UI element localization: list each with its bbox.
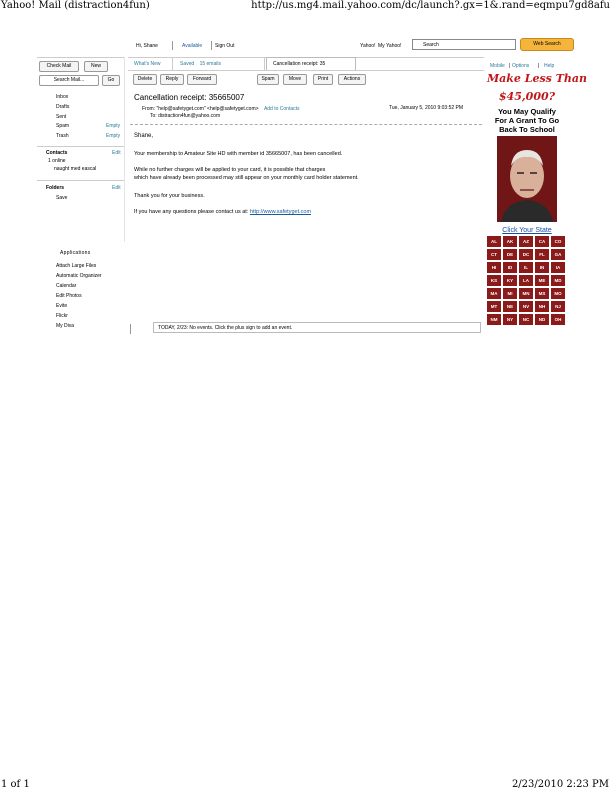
status-link[interactable]: Available: [182, 43, 203, 49]
to-row: [150, 113, 220, 119]
state-button[interactable]: ME: [535, 275, 549, 286]
state-button[interactable]: MS: [535, 288, 549, 299]
print-page-count: 1 of 1: [1, 779, 30, 790]
app-flickr[interactable]: Flickr: [56, 313, 68, 319]
go-button[interactable]: Go: [102, 75, 120, 86]
folder-trash[interactable]: Trash: [56, 133, 69, 139]
tab-saved[interactable]: [180, 61, 221, 67]
ad-line1: You May Qualify: [498, 107, 556, 116]
message-para1: Your membership to Amateur Site HD with member id 35665007, has been cancelled.: [134, 151, 343, 157]
state-button[interactable]: AK: [503, 236, 517, 247]
state-button[interactable]: NV: [519, 301, 533, 312]
web-search-button[interactable]: Web Search: [520, 38, 574, 51]
state-button[interactable]: DE: [503, 249, 517, 260]
empty-spam-link[interactable]: Empty: [106, 123, 121, 129]
message-para3: Thank you for your business.: [134, 193, 205, 199]
actions-button[interactable]: Actions: [338, 74, 366, 85]
state-button[interactable]: IA: [551, 262, 565, 273]
to-label: To:: [150, 113, 157, 119]
add-to-contacts-link[interactable]: Add to Contacts: [263, 106, 300, 112]
app-attach-large-files[interactable]: Attach Large Files: [56, 263, 97, 269]
state-button[interactable]: NH: [535, 301, 549, 312]
message-para2-line2: which have already been processed may still appear on your monthly card holder statement.: [134, 175, 359, 181]
state-button[interactable]: LA: [519, 275, 533, 286]
folder-sent[interactable]: Sent: [56, 114, 67, 120]
app-my-diva[interactable]: My Diva: [56, 323, 75, 329]
new-button[interactable]: New: [84, 61, 108, 72]
print-datetime: 2/23/2010 2:23 PM: [511, 779, 609, 790]
app-evite[interactable]: Evite: [56, 303, 68, 309]
ad-photo: [497, 136, 557, 222]
options-link[interactable]: Options: [512, 63, 530, 69]
empty-trash-link[interactable]: Empty: [106, 133, 121, 139]
today-bar[interactable]: [153, 322, 481, 333]
my-yahoo-link[interactable]: My Yahoo!: [378, 43, 402, 49]
mobile-link[interactable]: Mobile: [490, 63, 505, 69]
state-button[interactable]: MN: [519, 288, 533, 299]
message-subject: Cancellation receipt: 35665007: [134, 93, 245, 102]
state-grid[interactable]: [487, 236, 567, 325]
state-button[interactable]: GA: [551, 249, 565, 260]
state-button[interactable]: NJ: [551, 301, 565, 312]
state-button[interactable]: IN: [535, 262, 549, 273]
state-button[interactable]: MT: [487, 301, 501, 312]
app-automatic-organizer[interactable]: Automatic Organizer: [56, 273, 102, 279]
ad-click-state[interactable]: Click Your State: [502, 227, 552, 234]
ad-line2: For A Grant To Go: [494, 116, 560, 125]
sign-out-link[interactable]: Sign Out: [215, 43, 235, 49]
state-button[interactable]: ID: [503, 262, 517, 273]
contact-item[interactable]: naught med eascal: [54, 166, 97, 172]
state-button[interactable]: AL: [487, 236, 501, 247]
ad-amount: $45,000?: [498, 90, 556, 103]
message-salutation: Shane,: [134, 133, 154, 139]
contacts-edit-link[interactable]: Edit: [112, 150, 121, 156]
folder-spam[interactable]: Spam: [56, 123, 70, 129]
state-button[interactable]: NC: [519, 314, 533, 325]
folders-heading[interactable]: Folders: [46, 185, 65, 191]
folders-edit-link[interactable]: Edit: [112, 185, 121, 191]
safetyget-link[interactable]: http://www.safetyget.com: [249, 209, 312, 215]
message-para4-text: If you have any questions please contact us at:: [134, 209, 249, 215]
search-mail-input[interactable]: Search Mail...: [39, 75, 99, 86]
message-para2-line1: While no further charges will be applied to your card, it is possible that charges: [134, 167, 326, 173]
state-button[interactable]: CT: [487, 249, 501, 260]
tab-whats-new[interactable]: What's New: [134, 61, 161, 67]
today-text: TODAY, 2/23: No events. Click the plus sign to add an event.: [158, 325, 293, 331]
state-button[interactable]: NY: [503, 314, 517, 325]
search-placeholder: Search: [423, 42, 439, 48]
folder-saved[interactable]: Save: [56, 195, 68, 201]
from-row: [142, 106, 300, 112]
state-button[interactable]: OH: [551, 314, 565, 325]
from-label: From:: [142, 106, 156, 112]
state-button[interactable]: MO: [551, 288, 565, 299]
to-value: distraction4fun@yahoo.com: [158, 113, 221, 119]
ad-headline: Make Less Than: [487, 72, 588, 85]
tab-saved-label: Saved: [180, 61, 195, 67]
state-button[interactable]: MD: [551, 275, 565, 286]
state-button[interactable]: FL: [535, 249, 549, 260]
search-input[interactable]: [412, 39, 516, 50]
app-calendar[interactable]: Calendar: [56, 283, 77, 289]
from-value: "help@safetyget.com" <help@safetyget.com>: [156, 106, 259, 112]
app-edit-photos[interactable]: Edit Photos: [56, 293, 82, 299]
ad-line3: Back To School: [499, 125, 555, 134]
state-button[interactable]: IL: [519, 262, 533, 273]
state-button[interactable]: KY: [503, 275, 517, 286]
applications-heading: Applications: [60, 250, 91, 256]
folder-inbox[interactable]: Inbox: [56, 94, 69, 100]
state-button[interactable]: DC: [519, 249, 533, 260]
message-para4: [134, 209, 311, 215]
delete-button[interactable]: Delete: [133, 74, 157, 85]
move-button[interactable]: Move: [283, 74, 307, 85]
reply-button[interactable]: Reply: [160, 74, 184, 85]
check-mail-button[interactable]: Check Mail: [39, 61, 79, 72]
help-link[interactable]: Help: [544, 63, 555, 69]
print-button[interactable]: Print: [313, 74, 333, 85]
tab-saved-count: 15 emails: [199, 61, 221, 67]
state-button[interactable]: MI: [503, 288, 517, 299]
message-date: Tue, January 5, 2010 9:03:52 PM: [389, 105, 464, 111]
state-button[interactable]: ND: [535, 314, 549, 325]
state-button[interactable]: AZ: [519, 236, 533, 247]
state-button[interactable]: HI: [487, 262, 501, 273]
tab-message[interactable]: Cancellation receipt: 35: [266, 57, 356, 70]
greeting: Hi, Shane: [136, 43, 158, 49]
state-button[interactable]: MA: [487, 288, 501, 299]
forward-button[interactable]: Forward: [187, 74, 217, 85]
spam-button[interactable]: Spam: [257, 74, 279, 85]
state-button[interactable]: KS: [487, 275, 501, 286]
state-button[interactable]: NE: [503, 301, 517, 312]
folder-drafts[interactable]: Drafts: [56, 104, 70, 110]
contacts-online: 1 online: [48, 158, 66, 164]
contacts-heading[interactable]: Contacts: [46, 150, 68, 156]
print-page-title: Yahoo! Mail (distraction4fun): [1, 0, 150, 11]
print-url: http://us.mg4.mail.yahoo.com/dc/launch?.gx=1&.rand=eqmpu7gd8afu: [251, 0, 610, 11]
state-button[interactable]: NM: [487, 314, 501, 325]
state-button[interactable]: CO: [551, 236, 565, 247]
yahoo-link[interactable]: Yahoo!: [360, 43, 376, 49]
state-button[interactable]: CA: [535, 236, 549, 247]
